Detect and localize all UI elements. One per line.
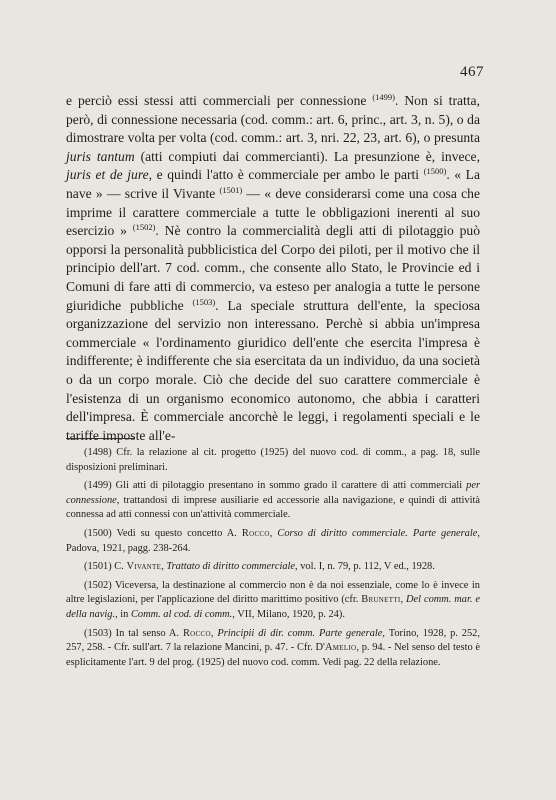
footnote-1503: [66, 627, 480, 671]
footnote-text: (1502) Viceversa, la destinazione al commercio non è da noi essenziale, come lo è invece in altre legislazioni, per l'applicazione del diritto marittimo positivo (cfr.: [66, 579, 480, 606]
footnote-text: ,: [210, 627, 218, 639]
body-italic: juris tantum: [66, 148, 135, 164]
footnote-text: (1499) Gli atti di pilotaggio presentano in sommo grado il carattere di atti commerciali: [84, 480, 467, 492]
footnote-text: , in: [115, 608, 131, 620]
footnote-ref: (1502): [132, 222, 156, 233]
body-segment: e perciò essi stessi atti commerciali per connessione: [66, 93, 373, 108]
footnote-text: , VII, Milano, 1920, p. 24).: [232, 608, 345, 620]
footnote-italic: Del comm. mar. e della navig.: [66, 594, 480, 620]
body-italic: juris et de jure: [66, 167, 149, 183]
footnote-ref: (1503): [192, 296, 216, 307]
body-segment: , e quindi l'atto è commerciale per ambo le parti: [148, 167, 424, 183]
author-name: Brunetti: [361, 594, 401, 606]
body-segment: (atti compiuti dai commercianti). La presunzione è, invece,: [134, 148, 480, 164]
footnote-rule: [66, 438, 134, 439]
author-name: Rocco: [182, 627, 211, 639]
body-segment: . La speciale struttura dell'ente, la speciosa organizzazione del servizio non interessano. Perchè si abbia un'impresa commerciale « l'ordinamento giuridico dell'ente che esercita l'impresa è indifferente; è indifferente che sia esercitata da un individuo, da una società o da un corpo morale. Ciò che decide del suo carattere commerciale è l'esistenza di un organismo economico autonomo, che abbia i caratteri dell'impresa. È commerciale ancorchè le leggi, i regolamenti speciali e le tariffe imposte all'e-: [66, 297, 480, 443]
footnote-text: , trattandosi di imprese ausiliarie ed accessorie alla navigazione, e quindi di attività connessa ad atti connessi con un'attività commerciale.: [66, 494, 480, 521]
body-text: [66, 92, 480, 445]
footnote-italic: per connessione: [66, 480, 480, 506]
footnote-text: , p. 94. - Nel senso del testo è esplicitamente l'art. 9 del prog. (1925) del nuovo cod. comm. Vedi pag. 22 della relazione.: [66, 642, 480, 668]
author-name: Vivante: [126, 561, 162, 573]
body-segment: . Non si tratta, però, di connessione necessaria (cod. comm.: art. 6, princ., art. 3, n. 5), o da dimostrare volta per volta (cod. comm.: art. 3, nri. 22, 23, art. 6), o presunta: [66, 93, 480, 146]
footnote-italic: Comm. al cod. di comm.: [130, 608, 233, 620]
footnote-text: ,: [269, 527, 278, 539]
page-number: 467: [460, 64, 484, 80]
footnote-text: (1500) Vedi su questo concetto A.: [84, 527, 242, 539]
footnote-text: , Torino, 1928, p. 252, 257, 258. - Cfr. sull'art. 7 la relazione Mancini, p. 47. - Cfr. D': [66, 627, 480, 654]
footnote-text: ,: [161, 561, 167, 573]
footnote-italic: Corso di diritto commerciale. Parte generale: [277, 527, 478, 539]
footnotes: [66, 446, 480, 674]
body-segment: — « deve considerarsi come una cosa che imprime il carattere commerciale a tutte le obbligazioni inerenti al suo esercizio »: [66, 185, 480, 239]
body-segment: . « La nave » — scrive il Vivante: [66, 167, 480, 201]
footnote-text: , vol. I, n. 79, p. 112, V ed., 1928.: [295, 561, 435, 573]
body-segment: . Nè contro la commercialità degli atti di pilotaggio può opporsi la personalità pubblicistica del Corpo dei piloti, per il motivo che il principio dell'art. 7 cod. comm., che consente allo Stato, le Provincie ed i Comuni di fare atti di commercio, va esteso per analogia a tutte le persone giuridiche pubbliche: [66, 223, 480, 313]
footnote-text: , Padova, 1921, pagg. 238-264.: [66, 527, 480, 554]
footnote-1498: [66, 446, 480, 475]
footnote-italic: Trattato di diritto commerciale: [166, 561, 296, 573]
footnote-text: (1498) Cfr. la relazione al cit. progetto (1925) del nuovo cod. di comm., a pag. 18, sulle disposizioni preliminari.: [66, 447, 480, 473]
footnote-text: (1503) In tal senso A.: [84, 627, 183, 639]
footnote-1499: [66, 479, 480, 523]
footnote-ref: (1501): [219, 184, 243, 195]
author-name: Rocco: [241, 527, 270, 539]
footnote-text: (1501) C.: [84, 561, 127, 573]
footnote-1500: [66, 527, 480, 556]
footnote-italic: Principii di dir. comm. Parte generale: [217, 627, 383, 639]
body-paragraph: [66, 92, 480, 445]
footnote-ref: (1500): [423, 166, 447, 177]
footnote-1501: [66, 560, 480, 575]
footnote-text: ,: [400, 594, 407, 606]
footnote-1502: [66, 579, 480, 623]
author-name: Amelio: [324, 642, 357, 654]
footnote-ref: (1499): [372, 92, 396, 102]
